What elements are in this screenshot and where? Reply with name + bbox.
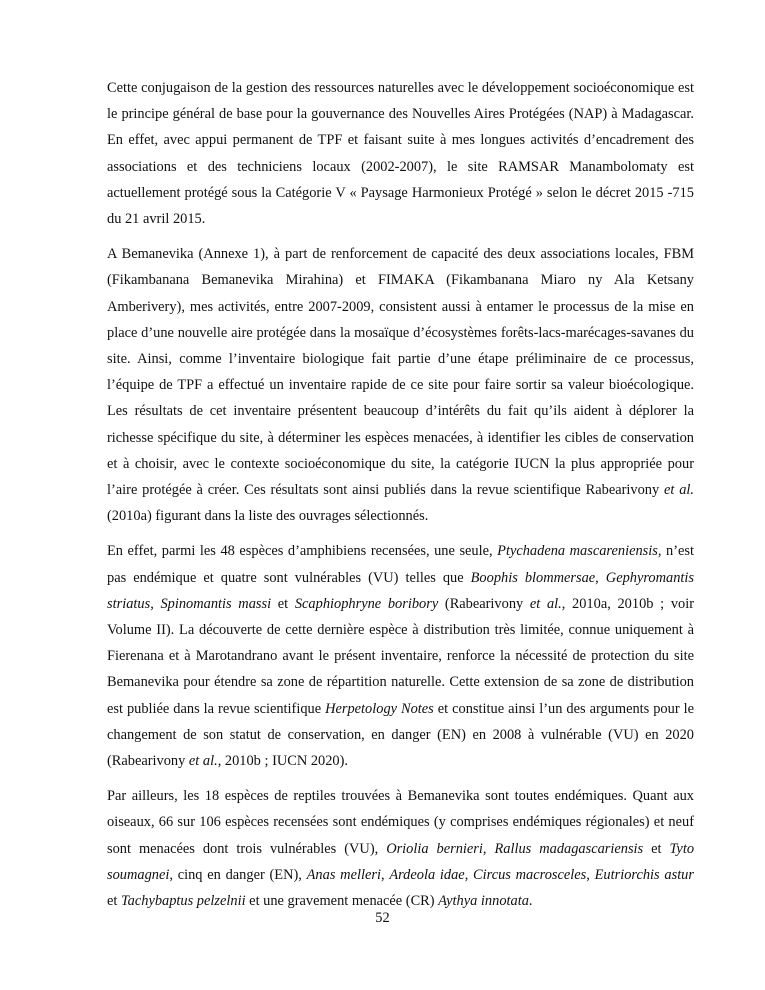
text-run: .	[528, 893, 533, 910]
italic-text-run: Tyto soumagnei	[107, 840, 695, 883]
text-run: , 2010a, 2010b ; voir Volume II). La découverte de cette dernière espèce à distribution très limitée, connue uniquement à Fierenana et à Marotandrano avant le présent inventaire, renforce la nécessité de protection du site Bemanevika pour étendre sa zone de répartition naturelle. Cette extension de sa zone de distribution est publiée dans la revue scientifique	[107, 595, 694, 717]
italic-text-run: et al.	[529, 595, 562, 612]
text-run: et constitue ainsi l’un des arguments pour le changement de son statut de conservation, en danger (EN) en 2008 à vulnérable (VU) en 2020 (Rabearivony	[107, 700, 694, 770]
text-run: et une gravement menacée (CR)	[245, 893, 439, 910]
text-run: et	[107, 893, 121, 910]
text-run: , cinq en danger (EN),	[169, 866, 307, 883]
italic-text-run: Eutriorchis astur	[594, 866, 694, 883]
italic-text-run: Oriolia bernieri	[386, 840, 483, 857]
italic-text-run: Herpetology Notes	[325, 700, 434, 717]
italic-text-run: Tachybaptus pelzelnii	[120, 893, 246, 910]
document-body	[107, 75, 694, 923]
text-run: ,	[464, 866, 474, 883]
text-run: Par ailleurs, les 18 espèces de reptiles trouvées à Bemanevika sont toutes endémiques. Quant aux oiseaux, 66 sur 106 espèces recensées sont endémiques (y comprises endémiques régionales) et neuf sont menacées dont trois vulnérables (VU),	[107, 788, 694, 857]
text-run: En effet, parmi les 48 espèces d’amphibiens recensées, une seule,	[107, 543, 498, 560]
text-run: et	[271, 595, 295, 612]
text-run: A Bemanevika (Annexe 1), à part de renforcement de capacité des deux associations locales, FBM (Fikambanana Bemanevika Mirahina) et FIMAKA (Fikambanana Miaro ny Ala Ketsany Amberivery), mes activités, entre 2007-2009, consistent aussi à entamer le processus de la mise en place d’une nouvelle aire protégée dans la mosaïque d’écosystèmes forêts-lacs-marécages-savanes du site. Ainsi, comme l’inventaire biologique fait partie d’une étape préliminaire de ce processus, l’équipe de TPF a effectué un inventaire rapide de ce site pour faire sortir sa valeur bioécologique. Les résultats de cet inventaire présentent beaucoup d’intérêts du fait qu’ils aident à déplorer la richesse spécifique du site, à déterminer les espèces menacées, à identifier les cibles de conservation et à choisir, avec le contexte socioéconomique du site, la catégorie IUCN la plus appropriée pour l’aire protégée à créer. Ces résultats sont ainsi publiés dans la revue scientifique Rabearivony	[107, 246, 694, 499]
page-number: 52	[375, 910, 390, 926]
text-run: ,	[482, 840, 495, 857]
paragraph-1	[107, 75, 694, 232]
text-run: ,	[595, 569, 606, 586]
text-run: , n’est pas endémique et quatre sont vulnérables (VU) telles que	[107, 543, 694, 586]
text-run: ,	[380, 866, 390, 883]
text-run: Cette conjugaison de la gestion des ressources naturelles avec le développement socioéconomique est le principe général de base pour la gouvernance des Nouvelles Aires Protégées (NAP) à Madagascar. En effet, avec appui permanent de TPF et faisant suite à mes longues activités d’encadrement des associations et des techniciens locaux (2002-2007), le site RAMSAR Manambolomaty est actuellement protégé sous la Catégorie V « Paysage Harmonieux Protégé » selon le décret 2015 -715 du 21 avril 2015.	[107, 80, 694, 228]
italic-text-run: Circus macrosceles	[473, 866, 587, 883]
italic-text-run: et al.	[664, 482, 694, 499]
italic-text-run: Aythya innotata	[438, 893, 529, 910]
text-run: (2010a) figurant dans la liste des ouvrages sélectionnés.	[107, 508, 429, 525]
text-run: , 2010b ; IUCN 2020).	[217, 753, 349, 770]
text-run: et	[643, 840, 670, 857]
italic-text-run: Ptychadena mascareniensis	[497, 543, 658, 560]
paragraph-4	[107, 783, 694, 914]
italic-text-run: Boophis blommersae	[470, 569, 596, 586]
italic-text-run: et al.	[188, 753, 218, 770]
text-run: ,	[586, 866, 595, 883]
italic-text-run: Rallus madagascariensis	[494, 840, 644, 857]
italic-text-run: Scaphiophryne boribory	[294, 595, 439, 612]
paragraph-2	[107, 241, 694, 529]
italic-text-run: Spinomantis massi	[160, 595, 272, 612]
italic-text-run: Ardeola idae	[389, 866, 465, 883]
italic-text-run: Gephyromantis striatus	[107, 569, 694, 612]
text-run: ,	[150, 595, 161, 612]
italic-text-run: Anas melleri	[306, 866, 381, 883]
text-run: (Rabearivony	[438, 595, 530, 612]
paragraph-3	[107, 538, 694, 774]
